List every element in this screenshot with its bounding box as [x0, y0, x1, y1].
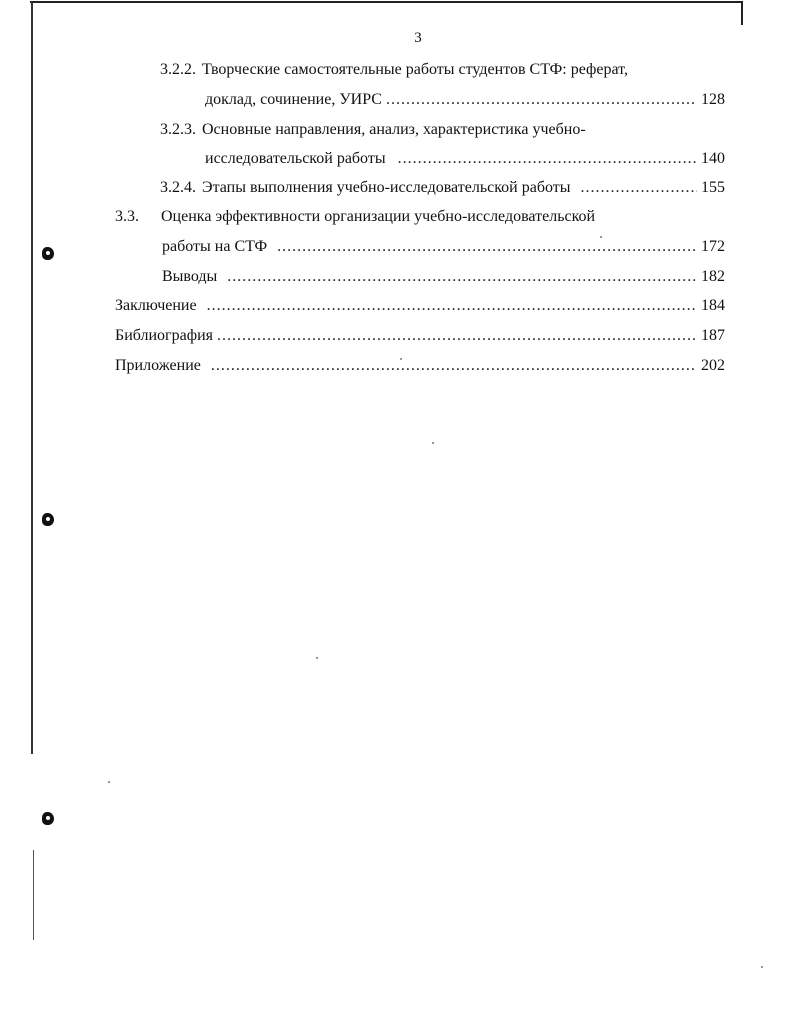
- toc-page-number: 140: [701, 150, 725, 167]
- toc-leader-dots: [386, 90, 697, 110]
- toc-leader-dots: [227, 267, 697, 287]
- toc-entry-title-continued: исследовательской работы: [205, 150, 386, 167]
- toc-entry-title: Выводы: [162, 268, 218, 285]
- toc-entry-title: Библиография: [115, 327, 213, 344]
- toc-entry-bibliography: [115, 326, 725, 346]
- toc-entry-3-2-2-line1: [160, 60, 628, 80]
- punch-hole-mark: [42, 812, 54, 825]
- scan-speck: [316, 657, 318, 659]
- page-number: 3: [414, 30, 422, 46]
- toc-page-number: 187: [701, 327, 725, 344]
- scan-frame-left: [31, 2, 33, 754]
- toc-entry-title-continued: доклад, сочинение, УИРС: [205, 91, 382, 108]
- toc-entry-conclusions: [162, 267, 725, 287]
- scan-speck: [761, 966, 763, 968]
- toc-entry-3-3-line2: [162, 237, 725, 257]
- toc-leader-dots: [207, 296, 697, 316]
- toc-page-number: 202: [701, 357, 725, 374]
- toc-entry-title: Заключение: [115, 297, 197, 314]
- scan-speck: [432, 442, 434, 444]
- toc-entry-3-2-4: [160, 178, 725, 198]
- toc-entry-title: Приложение: [115, 357, 201, 374]
- punch-hole-mark: [42, 247, 54, 260]
- toc-entry-number: 3.3.: [115, 208, 139, 225]
- scan-frame-left-lower: [33, 850, 34, 940]
- toc-entry-3-2-3-line1: [160, 120, 586, 140]
- scan-frame-top: [30, 1, 742, 3]
- toc-entry-3-3-line1: [115, 207, 595, 227]
- toc-entry-3-2-2-line2: [205, 90, 725, 110]
- punch-hole-mark: [42, 513, 54, 526]
- toc-entry-conclusion: [115, 296, 725, 316]
- toc-entry-number: 3.2.4.: [160, 179, 196, 196]
- toc-entry-title-continued: работы на СТФ: [162, 238, 268, 255]
- toc-page-number: 128: [701, 91, 725, 108]
- toc-leader-dots: [211, 356, 697, 376]
- toc-entry-title: Основные направления, анализ, характеристика учебно-: [202, 121, 586, 138]
- toc-page-number: 155: [701, 179, 725, 196]
- toc-leader-dots: [217, 326, 697, 346]
- toc-entry-number: 3.2.3.: [160, 121, 196, 138]
- toc-entry-3-2-3-line2: [205, 149, 725, 169]
- toc-page-number: 182: [701, 268, 725, 285]
- toc-entry-number: 3.2.2.: [160, 61, 196, 78]
- toc-page-number: 172: [701, 238, 725, 255]
- toc-page-number: 184: [701, 297, 725, 314]
- toc-entry-appendix: [115, 356, 725, 376]
- toc-entry-title: Оценка эффективности организации учебно-исследовательской: [161, 208, 596, 225]
- toc-entry-title: Творческие самостоятельные работы студентов СТФ: реферат,: [202, 61, 628, 78]
- toc-leader-dots: [277, 237, 697, 257]
- scan-speck: [108, 781, 110, 783]
- toc-entry-title: Этапы выполнения учебно-исследовательской работы: [202, 179, 571, 196]
- toc-leader-dots: [581, 178, 697, 198]
- scan-frame-right: [741, 1, 743, 25]
- toc-leader-dots: [398, 149, 697, 169]
